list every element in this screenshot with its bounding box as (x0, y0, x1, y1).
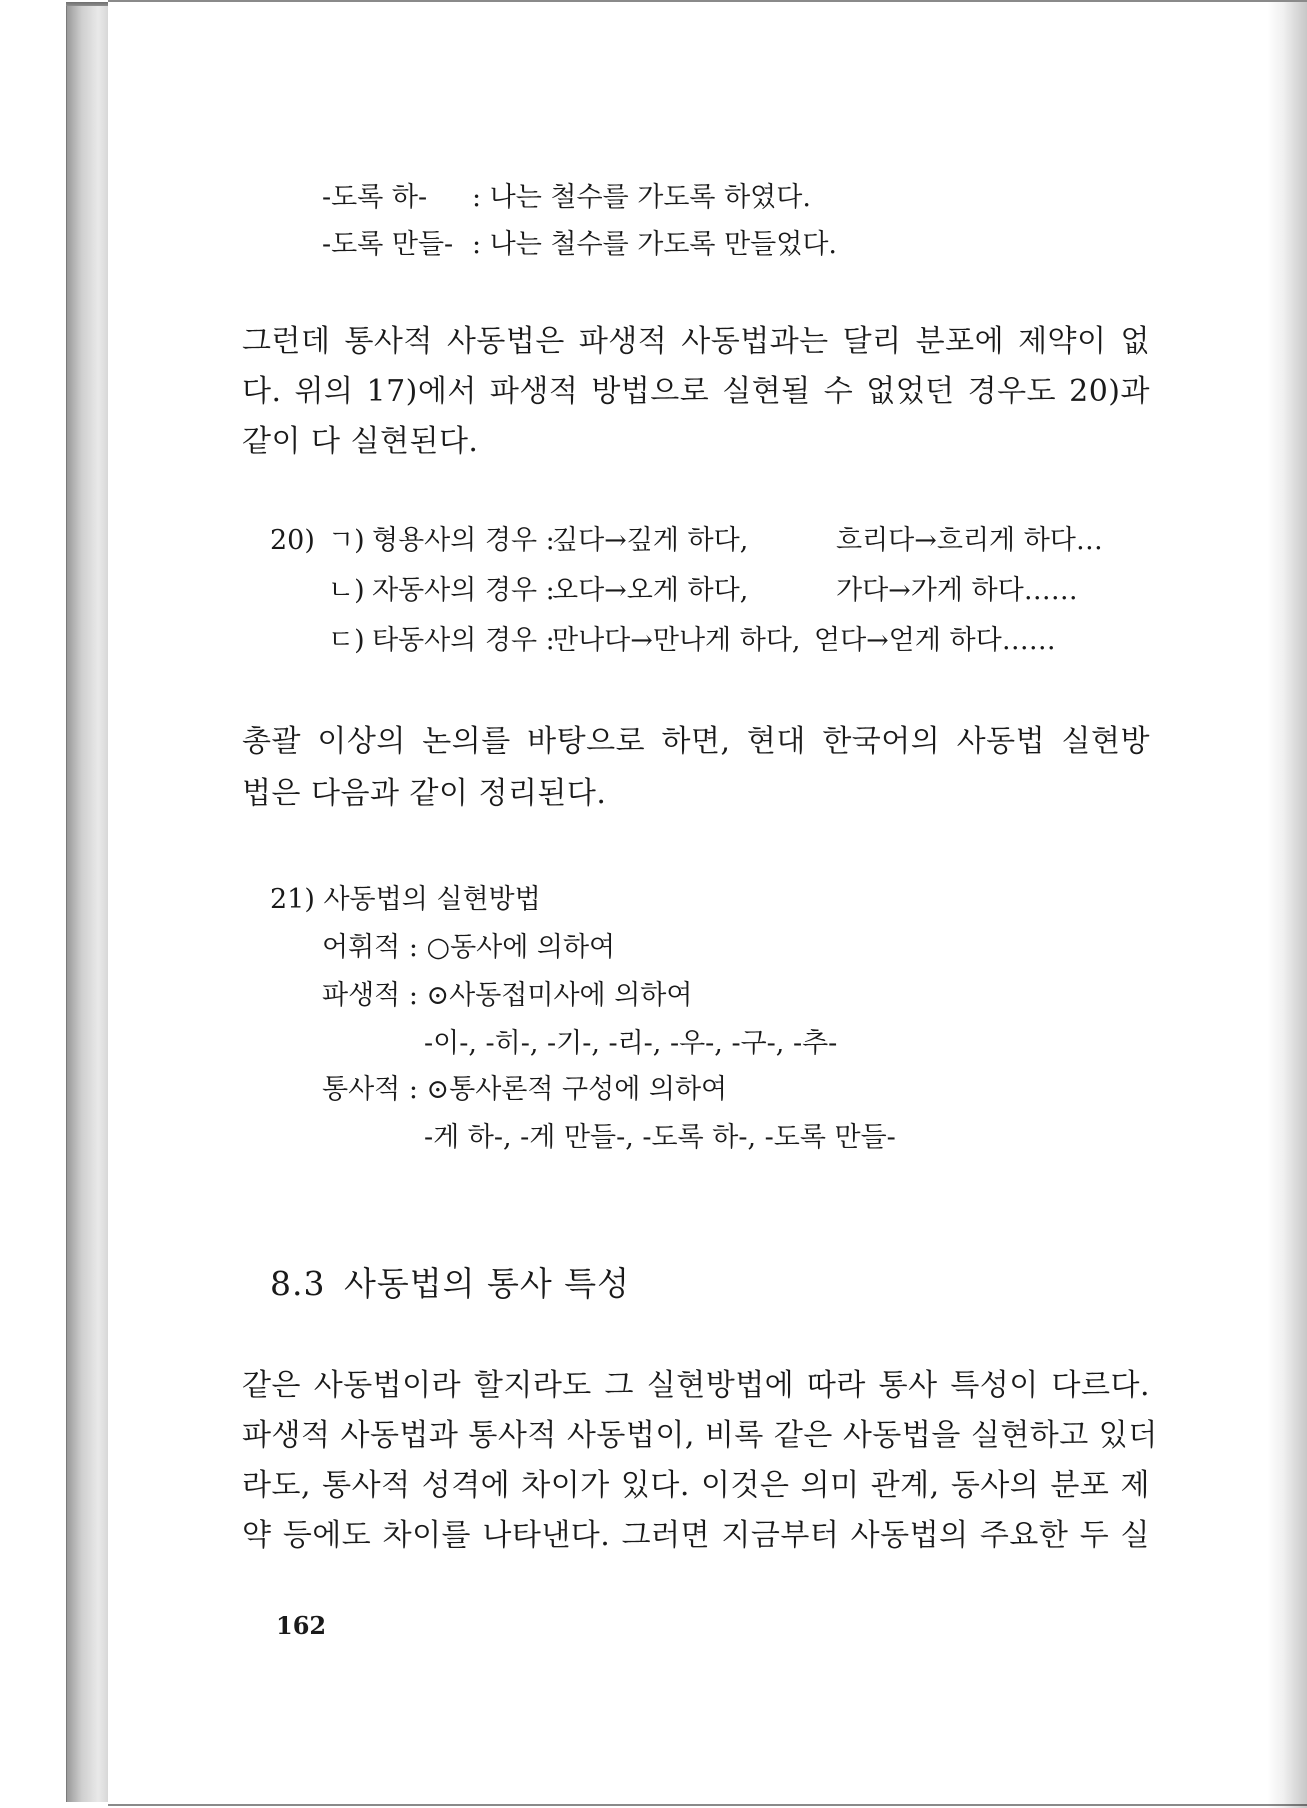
example-20-mark-a: ㄱ) (328, 525, 365, 556)
example-21-derivational: 파생적 : ⊙사동접미사에 의하여 (322, 980, 693, 1011)
example-20-number: 20) (270, 525, 315, 556)
example-20-label-b: 자동사의 경우 : (372, 575, 555, 606)
page-edge-shadow (1267, 2, 1307, 1808)
example-top-form-2: -도록 만들- (322, 229, 454, 260)
section-title: 사동법의 통사 특성 (344, 1264, 631, 1303)
example-20-item-a1: 깊다→깊게 하다, (552, 525, 749, 556)
example-20-mark-c: ㄷ) (328, 625, 365, 656)
paragraph-1-line-1: 그런데 통사적 사동법은 파생적 사동법과는 달리 분포에 제약이 없 (242, 324, 1150, 359)
paragraph-1-line-3: 같이 다 실현된다. (242, 424, 479, 459)
page-number: 162 (276, 1611, 327, 1640)
paragraph-3-line-3: 라도, 통사적 성격에 차이가 있다. 이것은 의미 관계, 동사의 분포 제 (242, 1468, 1150, 1503)
example-21-lexical: 어휘적 : ○동사에 의하여 (322, 932, 616, 963)
paragraph-3-line-2: 파생적 사동법과 통사적 사동법이, 비록 같은 사동법을 실현하고 있더 (242, 1418, 1158, 1453)
example-top-sentence-2: : 나는 철수를 가도록 만들었다. (472, 229, 837, 260)
example-top-sentence-1: : 나는 철수를 가도록 하였다. (472, 182, 811, 213)
paragraph-1-line-2: 다. 위의 17)에서 파생적 방법으로 실현될 수 없었던 경우도 20)과 (242, 374, 1150, 409)
book-spine (66, 6, 109, 1802)
example-20-item-c1: 만나다→만나게 하다, (552, 625, 801, 656)
example-20-item-b2: 가다→가게 하다…… (836, 575, 1078, 606)
example-top-form-1: -도록 하- (322, 182, 428, 213)
example-20-label-c: 타동사의 경우 : (372, 625, 555, 656)
example-20-item-b1: 오다→오게 하다, (552, 575, 749, 606)
example-20-item-a2: 흐리다→흐리게 하다… (836, 525, 1103, 556)
example-20-label-a: 형용사의 경우 : (372, 525, 555, 556)
example-21-derivational-forms: -이-, -히-, -기-, -리-, -우-, -구-, -추- (424, 1028, 838, 1059)
paragraph-2-line-2: 법은 다음과 같이 정리된다. (242, 776, 607, 811)
paragraph-3-line-4: 약 등에도 차이를 나타낸다. 그러면 지금부터 사동법의 주요한 두 실 (242, 1518, 1150, 1553)
example-20-mark-b: ㄴ) (328, 575, 365, 606)
example-21-title: 21) 사동법의 실현방법 (270, 884, 541, 915)
paragraph-2-line-1: 총괄 이상의 논의를 바탕으로 하면, 현대 한국어의 사동법 실현방 (242, 724, 1150, 759)
example-21-syntactic-forms: -게 하-, -게 만들-, -도록 하-, -도록 만들- (424, 1122, 896, 1153)
section-number: 8.3 (270, 1264, 326, 1303)
paragraph-3-line-1: 같은 사동법이라 할지라도 그 실현방법에 따라 통사 특성이 다르다. (242, 1368, 1150, 1403)
example-21-syntactic: 통사적 : ⊙통사론적 구성에 의하여 (322, 1074, 728, 1105)
example-20-item-c2: 얻다→얻게 하다…… (814, 625, 1056, 656)
